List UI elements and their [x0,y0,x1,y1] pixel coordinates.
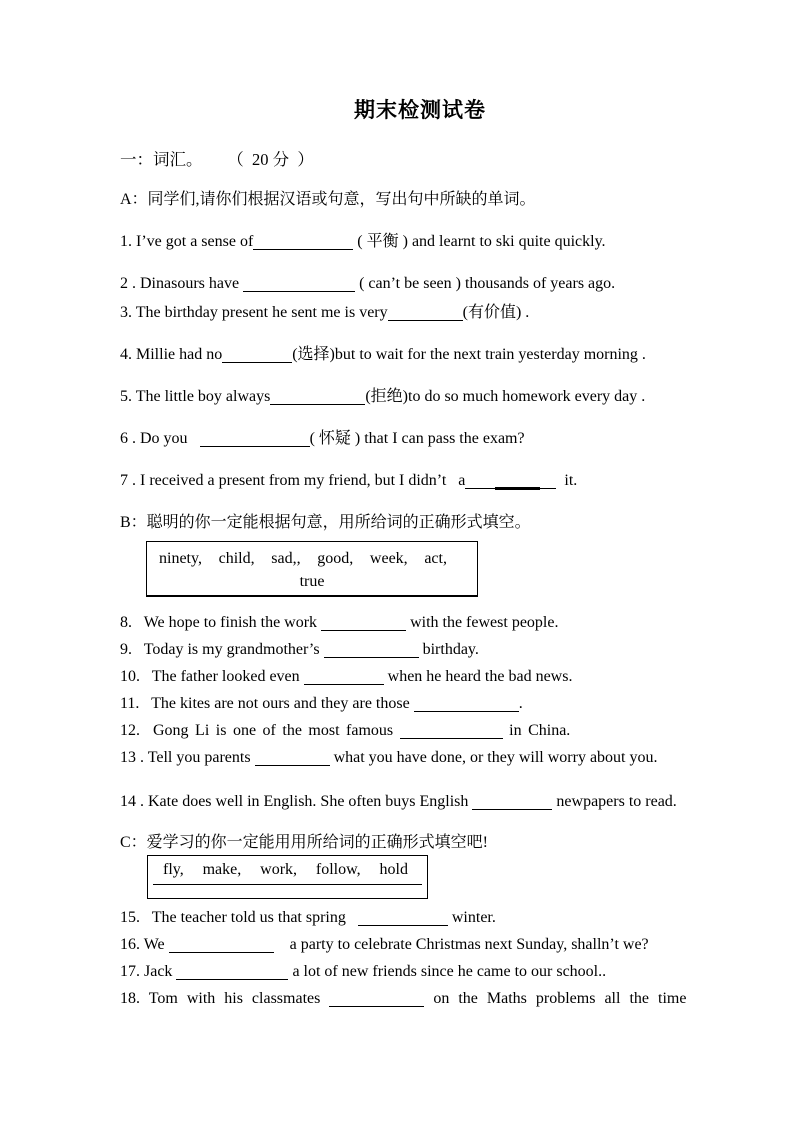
question-text: 1. I’ve got a sense of [120,233,254,250]
word-option: hold [379,861,408,878]
question-line [120,935,733,955]
word-option: child, [218,550,255,567]
answer-blank [304,682,384,685]
answer-blank [253,247,353,250]
word-box-row [163,859,408,881]
question-text: with the fewest people. [406,614,559,631]
question-text: 16. We [120,936,169,953]
question-text: when he heard the bad news. [383,668,573,685]
part-a-label: A：同学们,请你们根据汉语或句意，写出句中所缺的单词。 [120,191,536,208]
answer-blank [495,485,540,490]
word-option: true [299,573,325,590]
answer-blank [472,807,552,810]
question-text: (选择)but to wait for the next train yesterday morning . [292,346,646,363]
question-text: 15. The teacher told us that spring [120,909,358,926]
question-line [120,613,733,633]
question-text: (有价值) . [462,304,530,321]
answer-blank [388,318,463,321]
question-text: 7 . I received a present from my friend, but I didn’t a [120,472,466,489]
answer-blank [324,655,419,658]
question-text: in China. [502,722,571,739]
question-line [120,721,733,741]
answer-blank [465,486,495,489]
question-line [120,303,733,323]
question-line [120,429,733,449]
question-text: ( 怀疑 ) that I can pass the exam? [309,430,525,447]
question-text: 8. We hope to finish the work [120,614,322,631]
question-text: 11. The kites are not ours and they are those [120,695,414,712]
answer-blank [200,444,310,447]
answer-blank [321,628,406,631]
part-b-word-box [146,541,478,597]
question-text: . [518,695,523,712]
word-option: week, [369,550,408,567]
part-c-word-box [147,855,428,899]
answer-blank [400,736,503,739]
question-text: winter. [447,909,496,926]
part-c-questions [120,908,733,1009]
word-option: follow, [315,861,361,878]
question-text: 4. Millie had no [120,346,223,363]
question-line [120,471,733,491]
question-line [120,962,733,982]
word-box-underline [153,859,422,885]
question-text: ( can’t be seen ) thousands of years ago. [355,275,616,292]
part-b-label: B：聪明的你一定能根据句意，用所给词的正确形式填空。 [120,514,531,531]
question-line [120,640,733,660]
answer-blank [176,977,288,980]
answer-blank [270,402,365,405]
question-line [120,908,733,928]
question-text: newpapers to read. [552,793,677,810]
question-text: a lot of new friends since he came to our school.. [288,963,607,980]
question-line [120,989,733,1009]
part-b-questions [120,613,733,812]
question-text: 5. The little boy always [120,388,271,405]
word-option: make, [202,861,242,878]
question-text: 13 . Tell you parents [120,749,255,766]
question-text: ( 平衡 ) and learnt to ski quite quickly. [353,233,606,250]
answer-blank [540,486,556,489]
question-line [120,667,733,687]
section-heading: 一：词汇。 （ 20 分 ） [120,150,314,169]
question-line [120,694,733,714]
question-line [120,792,733,812]
word-box-row [147,542,477,570]
question-line [120,232,733,252]
answer-blank [243,289,355,292]
question-text: on the Maths problems all the time [424,990,687,1007]
part-c-label: C：爱学习的你一定能用用所给词的正确形式填空吧! [120,834,489,851]
question-text: 10. The father looked even [120,668,304,685]
question-text: 14 . Kate does well in English. She often buys English [120,793,473,810]
answer-blank [222,360,292,363]
answer-blank [329,1004,424,1007]
question-text: 2 . Dinasours have [120,275,244,292]
answer-blank [414,709,519,712]
page-title: 期末检测试卷 [354,98,486,122]
question-text: birthday. [418,641,479,658]
answer-blank [169,950,274,953]
question-line [120,345,733,365]
word-option: act, [424,550,447,567]
question-text: 12. Gong Li is one of the most famous [120,722,400,739]
question-text: 18. Tom with his classmates [120,990,330,1007]
question-text: a party to celebrate Christmas next Sunday, shalln’t we? [273,936,649,953]
answer-blank [255,763,330,766]
question-text: 3. The birthday present he sent me is very [120,304,388,321]
word-option: sad,, [271,550,301,567]
question-line [120,274,733,294]
word-option: good, [317,550,354,567]
question-text: 6 . Do you [120,430,200,447]
question-text: 9. Today is my grandmother’s [120,641,324,658]
question-line [120,748,733,768]
question-text: it. [556,472,578,489]
answer-blank [358,923,448,926]
word-option: fly, [163,861,184,878]
word-option: work, [260,861,298,878]
question-text: what you have done, or they will worry about you. [329,749,658,766]
part-a-questions [120,232,733,491]
question-text: 17. Jack [120,963,177,980]
question-text: (拒绝)to do so much homework every day . [365,388,646,405]
word-option: ninety, [159,550,202,567]
question-line [120,387,733,407]
